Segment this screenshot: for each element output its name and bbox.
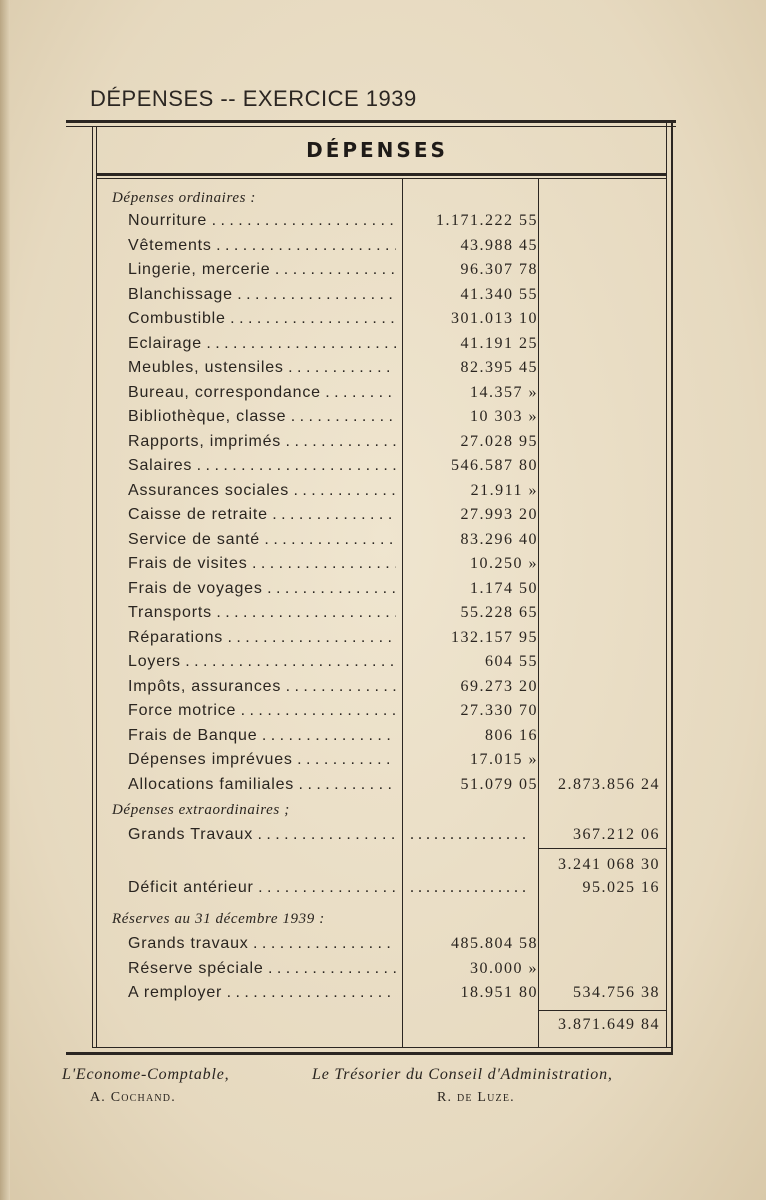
right-signature-name: R. de Luze. <box>437 1090 515 1105</box>
row-label: Assurances sociales . . . <box>128 482 396 500</box>
grand-total: 3.871.649 84 <box>558 1016 660 1033</box>
table-row <box>96 629 666 653</box>
row-amount: 41.191 25 <box>460 334 538 352</box>
row-amount: 1.174 50 <box>470 579 538 597</box>
row-total: 3.241 068 30 <box>558 856 660 873</box>
row-amount: 604 55 <box>485 653 538 670</box>
table-row <box>96 702 666 726</box>
row-label: Impôts, assurances . . . <box>128 678 396 696</box>
table-row <box>96 237 666 261</box>
row-amount: 10 303 » <box>470 408 538 425</box>
row-amount: 96.307 78 <box>460 261 538 278</box>
table-row <box>96 457 666 481</box>
table-row <box>96 531 666 555</box>
table-row <box>96 580 666 604</box>
row-label: Eclairage . . . <box>128 335 396 353</box>
section-ordinary-heading: Dépenses ordinaires : <box>112 190 256 206</box>
row-label: Salaires . . . <box>128 457 396 475</box>
row-label: Transports . . . <box>128 604 396 622</box>
table-row <box>96 408 666 432</box>
row-amount: 21.911 » <box>470 481 538 499</box>
row-label: Bibliothèque, classe . . . <box>128 408 396 426</box>
row-label: Caisse de retraite . . . <box>128 506 396 524</box>
row-amount: 14.357 » <box>470 383 538 401</box>
subtotal-row <box>96 856 666 880</box>
right-signature-title: Le Trésorier du Conseil d'Administration, <box>312 1066 613 1083</box>
frame-right-outer <box>671 122 673 1054</box>
table-row <box>96 384 666 408</box>
row-label: Service de santé . . . <box>128 531 396 549</box>
row-label: Réserve spéciale . . . <box>128 960 396 978</box>
table-row <box>96 960 666 984</box>
row-label: Meubles, ustensiles . . . <box>128 359 396 377</box>
table-row <box>96 604 666 628</box>
table-row <box>96 653 666 677</box>
frame-right-inner <box>666 122 667 1048</box>
row-label: Grands Travaux . . . <box>128 826 396 844</box>
table-row <box>96 555 666 579</box>
table-row <box>96 879 666 903</box>
table-row <box>96 433 666 457</box>
row-label: Force motrice . . . <box>128 702 396 720</box>
table-row <box>96 751 666 775</box>
table-row <box>96 286 666 310</box>
row-amount: 18.951 80 <box>460 984 538 1001</box>
title-rule-thick <box>96 173 666 176</box>
row-amount: 69.273 20 <box>460 677 538 695</box>
row-label: Lingerie, mercerie . . . <box>128 261 396 279</box>
row-label: Frais de Banque . . . <box>128 727 396 745</box>
row-label: Allocations familiales . . . <box>128 776 396 794</box>
row-label: Réparations . . . <box>128 629 396 647</box>
table-row <box>96 359 666 383</box>
section-extraordinary-heading: Dépenses extraordinaires ; <box>112 802 290 818</box>
row-label: Vêtements . . . <box>128 237 396 255</box>
row-label: Frais de visites . . . <box>128 555 396 573</box>
top-rule-thick <box>66 120 676 123</box>
table-row <box>96 212 666 236</box>
row-amount: 51.079 05 <box>460 775 538 793</box>
table-row <box>96 335 666 359</box>
row-amount: 1.171.222 55 <box>436 212 538 229</box>
row-label: A remployer . . . <box>128 984 396 1002</box>
table-row <box>96 776 666 800</box>
frame-left-outer <box>92 126 93 1048</box>
table-row <box>96 826 666 850</box>
grand-total-row <box>96 1016 666 1040</box>
table-row <box>96 310 666 334</box>
left-signature-title: L'Econome-Comptable, <box>62 1066 230 1083</box>
row-amount: 83.296 40 <box>460 530 538 548</box>
row-label: Bureau, correspondance . . . <box>128 384 396 402</box>
row-total: 95.025 16 <box>582 879 660 896</box>
row-label: Frais de voyages . . . <box>128 580 396 598</box>
table-row <box>96 506 666 530</box>
row-amount: 301.013 10 <box>451 310 538 327</box>
row-amount: 546.587 80 <box>451 457 538 474</box>
page-spine <box>0 0 10 1200</box>
row-amount: 27.993 20 <box>460 506 538 523</box>
row-amount: 485.804 58 <box>451 935 538 952</box>
table-row <box>96 261 666 285</box>
row-total: 367.212 06 <box>573 826 660 843</box>
row-label: Nourriture . . . <box>128 212 396 230</box>
section-reserves-heading: Réserves au 31 décembre 1939 : <box>112 911 325 927</box>
row-total: 2.873.856 24 <box>558 775 660 793</box>
page-header: DÉPENSES -- EXERCICE 1939 <box>90 86 417 111</box>
dot-leader <box>410 879 530 897</box>
row-amount: 27.028 95 <box>460 432 538 450</box>
row-label: Rapports, imprimés . . . <box>128 433 396 451</box>
row-label: Dépenses imprévues . . . <box>128 751 396 769</box>
table-row <box>96 984 666 1008</box>
grand-total-rule <box>538 1010 666 1011</box>
row-amount: 17.015 » <box>470 751 538 768</box>
row-amount: 43.988 45 <box>460 236 538 254</box>
table-row <box>96 935 666 959</box>
row-amount: 30.000 » <box>470 959 538 977</box>
row-amount: 806 16 <box>485 726 538 744</box>
row-label: Loyers . . . <box>128 653 396 671</box>
left-signature-name: A. Cochand. <box>90 1090 176 1105</box>
row-amount: 10.250 » <box>470 555 538 572</box>
row-amount: 27.330 70 <box>460 702 538 719</box>
row-label: Grands travaux . . . <box>128 935 396 953</box>
table-row <box>96 482 666 506</box>
bottom-rule-thin <box>92 1047 673 1048</box>
dot-leader <box>410 826 530 844</box>
row-amount: 55.228 65 <box>460 604 538 621</box>
title-rule-thin <box>96 178 666 179</box>
row-label: Blanchissage . . . <box>128 286 396 304</box>
row-amount: 132.157 95 <box>451 628 538 646</box>
row-label: Combustible . . . <box>128 310 396 328</box>
table-row <box>96 727 666 751</box>
bottom-rule-thick <box>66 1052 673 1055</box>
row-amount: 41.340 55 <box>460 285 538 303</box>
row-label: Déficit antérieur . . . <box>128 879 396 897</box>
row-total: 534.756 38 <box>573 984 660 1001</box>
table-title: DÉPENSES <box>306 138 448 162</box>
top-rule-thin <box>66 126 676 127</box>
row-amount: 82.395 45 <box>460 359 538 376</box>
table-row <box>96 678 666 702</box>
